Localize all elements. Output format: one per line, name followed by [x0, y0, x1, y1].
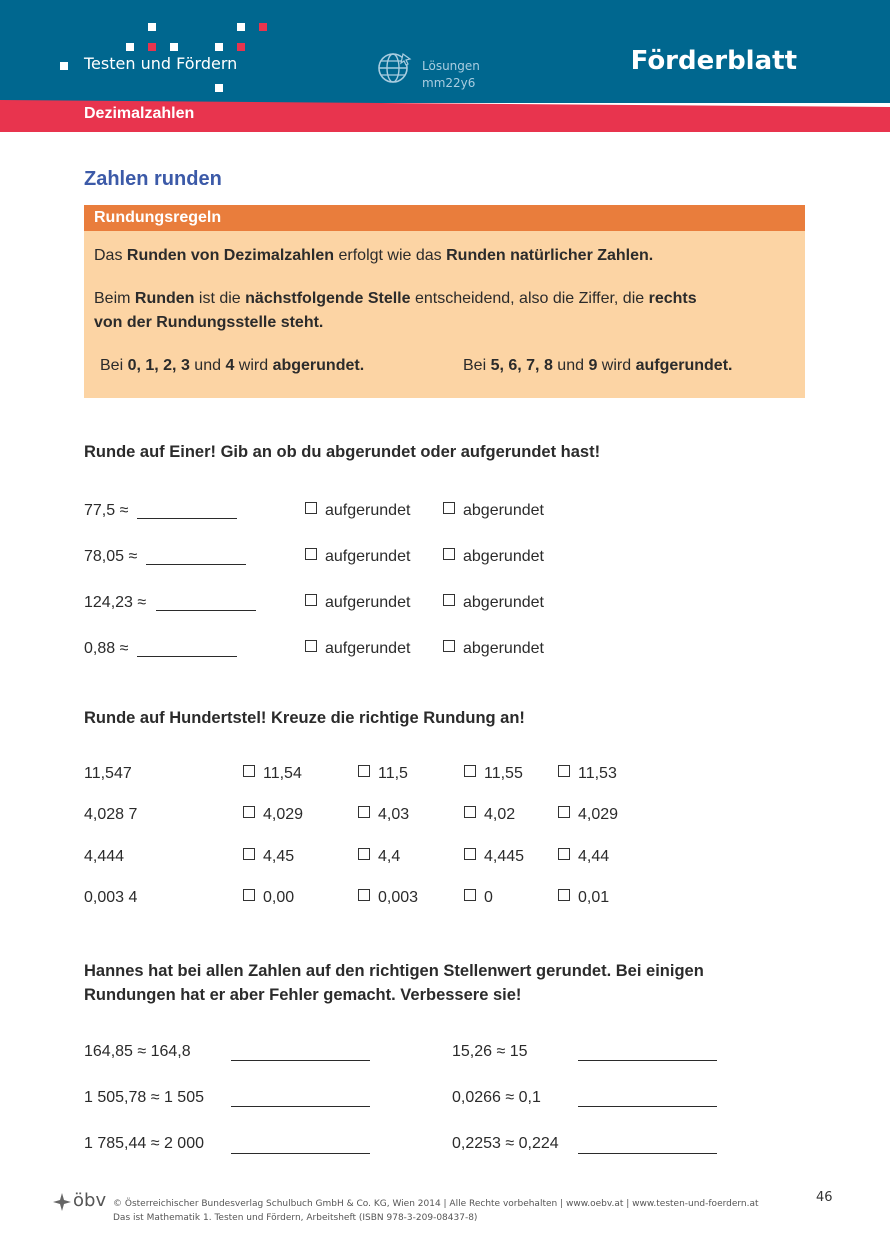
checkbox-aufgerundet[interactable]: aufgerundet [305, 502, 410, 520]
publisher-logo-icon [52, 1192, 72, 1212]
correction-blank[interactable] [231, 1105, 370, 1107]
task1-expression: 77,5 ≈ [84, 502, 129, 519]
task3-instruction: Hannes hat bei allen Zahlen auf den richtigen Stellenwert gerundet. Bei einigen Rundungen hat er aber Fehler gemacht. Verbessere sie! [84, 962, 704, 1004]
brand-name: Testen und Fördern [84, 54, 238, 73]
solutions-label: Lösungen [422, 59, 480, 73]
checkbox-icon[interactable] [464, 806, 476, 818]
task2-number: 4,028 7 [84, 806, 138, 823]
task3-expression: 0,0266 ≈ 0,1 [452, 1089, 541, 1106]
task1-expression: 78,05 ≈ [84, 548, 138, 565]
section-title: Zahlen runden [84, 168, 222, 190]
task1-expression: 0,88 ≈ [84, 640, 129, 657]
page-number: 46 [816, 1190, 833, 1205]
task3-expression: 164,85 ≈ 164,8 [84, 1043, 191, 1060]
option-checkbox[interactable]: 0,00 [243, 889, 294, 907]
checkbox-icon[interactable] [358, 806, 370, 818]
checkbox-icon[interactable] [443, 548, 455, 560]
checkbox-icon[interactable] [305, 594, 317, 606]
checkbox-icon[interactable] [243, 806, 255, 818]
checkbox-icon[interactable] [358, 889, 370, 901]
solutions-code: mm22y6 [422, 76, 476, 90]
task2-number: 4,444 [84, 848, 125, 865]
checkbox-icon[interactable] [558, 806, 570, 818]
rules-header [84, 205, 805, 231]
option-checkbox[interactable]: 4,03 [358, 806, 409, 824]
task3-expression: 1 505,78 ≈ 1 505 [84, 1089, 204, 1106]
rule-line-1: Das Runden von Dezimalzahlen erfolgt wie das Runden natürlicher Zahlen. [94, 247, 654, 264]
checkbox-icon[interactable] [558, 848, 570, 860]
task3-expression: 1 785,44 ≈ 2 000 [84, 1135, 204, 1152]
task2-number: 0,003 4 [84, 889, 138, 906]
correction-blank[interactable] [578, 1152, 717, 1154]
topic-label: Dezimalzahlen [84, 105, 195, 122]
checkbox-icon[interactable] [243, 848, 255, 860]
sheet-type-title: Förderblatt [630, 46, 797, 76]
checkbox-icon[interactable] [305, 548, 317, 560]
option-checkbox[interactable]: 11,55 [464, 765, 523, 783]
checkbox-icon[interactable] [443, 594, 455, 606]
answer-blank[interactable] [137, 517, 237, 519]
checkbox-icon[interactable] [464, 765, 476, 777]
checkbox-icon[interactable] [464, 848, 476, 860]
checkbox-icon[interactable] [358, 765, 370, 777]
checkbox-abgerundet[interactable]: abgerundet [443, 594, 544, 612]
checkbox-icon[interactable] [464, 889, 476, 901]
checkbox-icon[interactable] [443, 640, 455, 652]
task2-instruction: Runde auf Hundertstel! Kreuze die richtige Rundung an! [84, 709, 525, 727]
option-checkbox[interactable]: 11,53 [558, 765, 617, 783]
checkbox-icon[interactable] [358, 848, 370, 860]
rule-round-up: Bei 5, 6, 7, 8 und 9 wird aufgerundet. [463, 357, 733, 374]
solutions-link[interactable] [422, 58, 480, 92]
option-checkbox[interactable]: 4,44 [558, 848, 609, 866]
checkbox-abgerundet[interactable]: abgerundet [443, 548, 544, 566]
footer-text [113, 1198, 759, 1225]
footer-book: Das ist Mathematik 1. Testen und Fördern, Arbeitsheft (ISBN 978-3-209-08437-8) [113, 1212, 478, 1223]
task1-instruction: Runde auf Einer! Gib an ob du abgerundet oder aufgerundet hast! [84, 443, 601, 461]
correction-blank[interactable] [231, 1152, 370, 1154]
globe-icon[interactable] [377, 50, 413, 86]
correction-blank[interactable] [231, 1059, 370, 1061]
task3-expression: 0,2253 ≈ 0,224 [452, 1135, 559, 1152]
checkbox-abgerundet[interactable]: abgerundet [443, 502, 544, 520]
option-checkbox[interactable]: 11,5 [358, 765, 408, 783]
checkbox-aufgerundet[interactable]: aufgerundet [305, 594, 410, 612]
task2-number: 11,547 [84, 765, 132, 782]
checkbox-icon[interactable] [558, 765, 570, 777]
checkbox-icon[interactable] [305, 640, 317, 652]
checkbox-icon[interactable] [443, 502, 455, 514]
checkbox-aufgerundet[interactable]: aufgerundet [305, 640, 410, 658]
checkbox-icon[interactable] [305, 502, 317, 514]
option-checkbox[interactable]: 4,029 [558, 806, 618, 824]
option-checkbox[interactable]: 4,029 [243, 806, 303, 824]
option-checkbox[interactable]: 0,01 [558, 889, 609, 907]
correction-blank[interactable] [578, 1105, 717, 1107]
option-checkbox[interactable]: 0,003 [358, 889, 418, 907]
option-checkbox[interactable]: 0 [464, 889, 493, 907]
rule-round-down: Bei 0, 1, 2, 3 und 4 wird abgerundet. [100, 357, 365, 374]
option-checkbox[interactable]: 4,02 [464, 806, 515, 824]
checkbox-aufgerundet[interactable]: aufgerundet [305, 548, 410, 566]
answer-blank[interactable] [156, 609, 256, 611]
option-checkbox[interactable]: 11,54 [243, 765, 302, 783]
answer-blank[interactable] [137, 655, 237, 657]
footer-copyright: © Österreichischer Bundesverlag Schulbuch GmbH & Co. KG, Wien 2014 | Alle Rechte vorbehalten | www.oebv.at | www.testen-und-foerdern.at [113, 1199, 759, 1209]
option-checkbox[interactable]: 4,4 [358, 848, 400, 866]
option-checkbox[interactable]: 4,445 [464, 848, 524, 866]
correction-blank[interactable] [578, 1059, 717, 1061]
task1-expression: 124,23 ≈ [84, 594, 147, 611]
rules-title: Rundungsregeln [94, 209, 222, 226]
rule-line-3: von der Rundungsstelle steht. [94, 314, 324, 331]
checkbox-abgerundet[interactable]: abgerundet [443, 640, 544, 658]
rule-line-2: Beim Runden ist die nächstfolgende Stelle entscheidend, also die Ziffer, die rechts [94, 290, 697, 307]
task3-expression: 15,26 ≈ 15 [452, 1043, 528, 1060]
publisher-logo: öbv [73, 1190, 107, 1211]
option-checkbox[interactable]: 4,45 [243, 848, 294, 866]
checkbox-icon[interactable] [243, 889, 255, 901]
checkbox-icon[interactable] [243, 765, 255, 777]
checkbox-icon[interactable] [558, 889, 570, 901]
answer-blank[interactable] [146, 563, 246, 565]
